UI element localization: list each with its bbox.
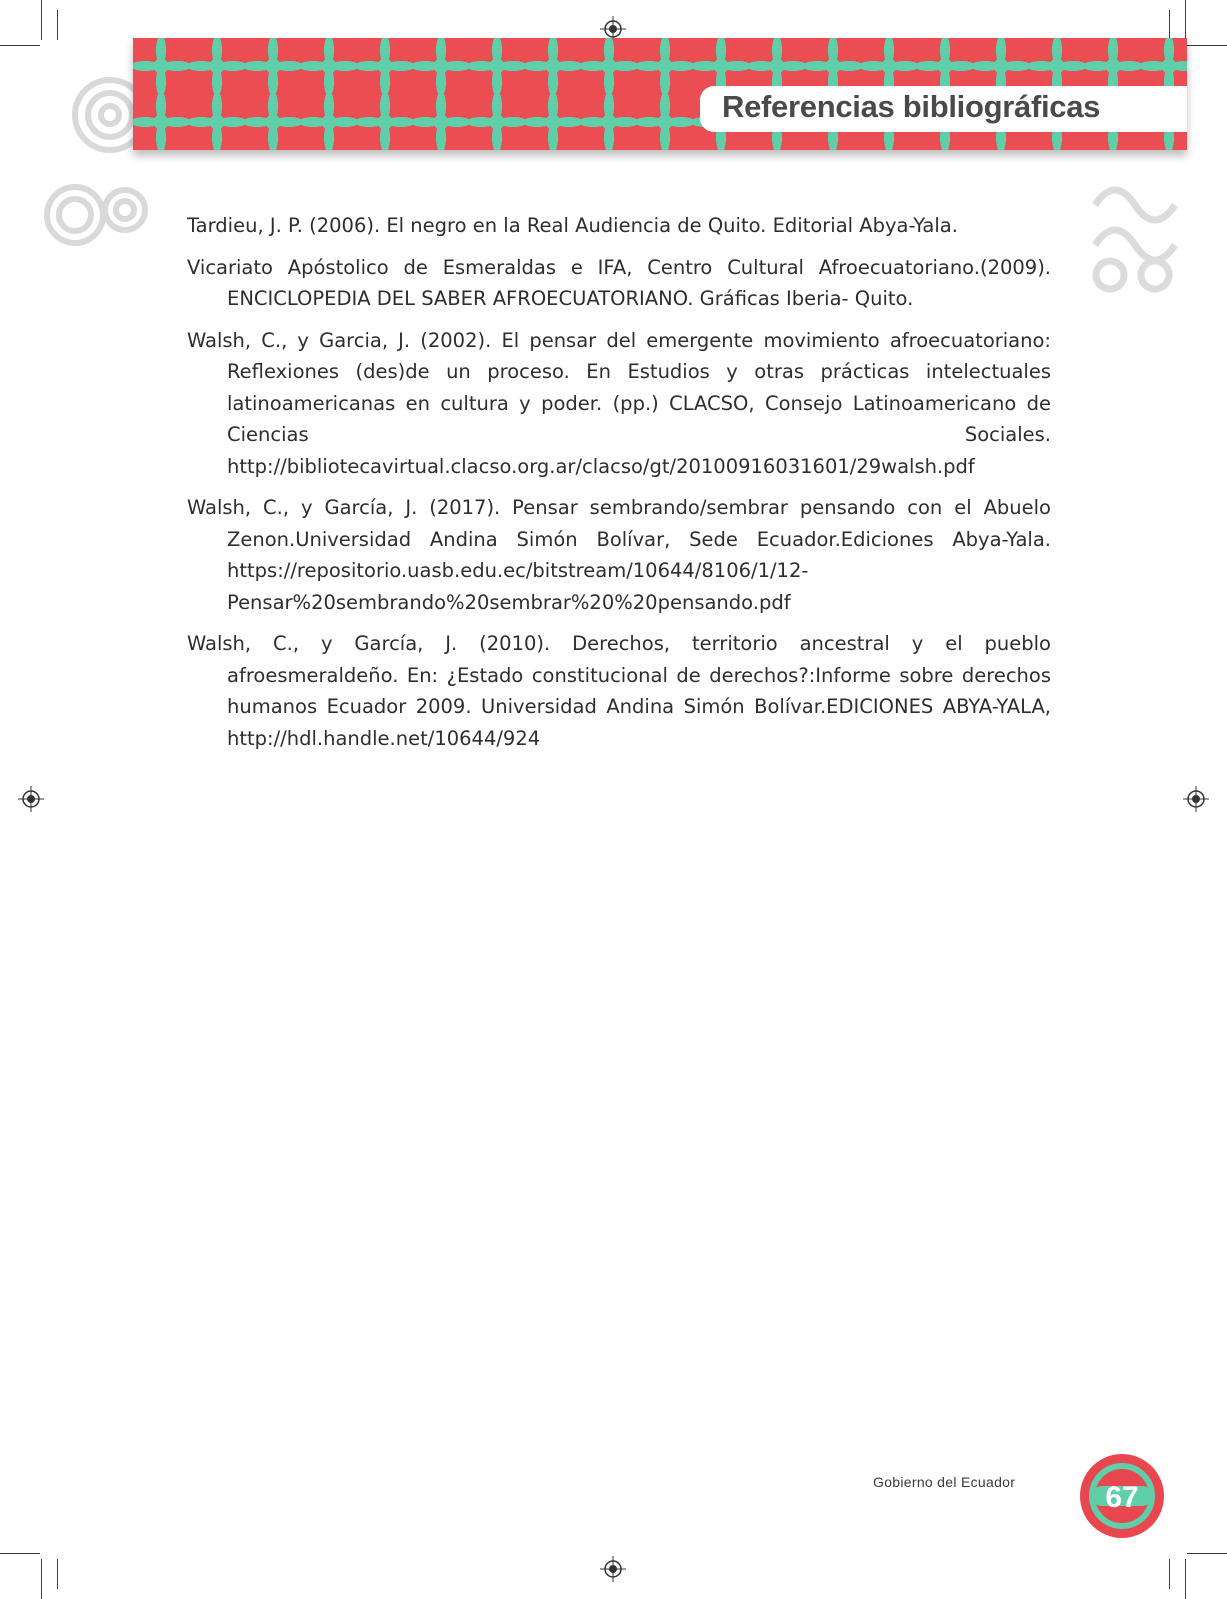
crop-mark	[41, 0, 42, 40]
spiral-ornament-icon	[1085, 150, 1185, 300]
crop-mark	[0, 45, 40, 46]
crop-mark	[41, 1559, 42, 1599]
reference-item: Walsh, C., y Garcia, J. (2002). El pensar del emergente movimiento afroecuatoriano: Reflexiones (des)de un proceso. En Estudios y otras prácticas intelectuales latinoamericanas en cultura y poder. (pp.) CLACSO, Consejo Latinoamericano de Ciencias Sociales. http://bibliotecavirtual.clacso.org.ar/clacso/gt/20100916031601/29walsh.pdf	[187, 328, 1051, 478]
reference-item: Walsh, C., y García, J. (2010). Derechos, territorio ancestral y el pueblo afroesmeraldeño. En: ¿Estado constitucional de derechos?:Informe sobre derechos humanos Ecuador 2009. Universidad Andina Simón Bolívar.EDICIONES ABYA-YALA, http://hdl.handle.net/10644/924	[187, 632, 1051, 750]
crop-mark	[1185, 1559, 1186, 1599]
reference-item: Vicariato Apóstolico de Esmeraldas e IFA, Centro Cultural Afroecuatoriano.(2009). ENCICLOPEDIA DEL SABER AFROECUATORIANO. Gráficas Iberia- Quito.	[187, 255, 1051, 310]
registration-mark-icon	[1183, 786, 1209, 812]
reference-list	[187, 210, 1051, 764]
page-number: 67	[1105, 1481, 1139, 1514]
reference-item: Tardieu, J. P. (2006). El negro en la Real Audiencia de Quito. Editorial Abya-Yala.	[187, 214, 958, 237]
crop-mark	[57, 10, 58, 40]
crop-mark	[57, 1559, 58, 1589]
crop-mark	[1169, 10, 1170, 40]
crop-mark	[1169, 1559, 1170, 1589]
page-title: Referencias bibliográficas	[722, 89, 1101, 124]
footer-publisher: Gobierno del Ecuador	[873, 1474, 1016, 1490]
crop-mark	[0, 1553, 40, 1554]
registration-mark-icon	[18, 786, 44, 812]
crop-mark	[1185, 0, 1186, 40]
header-title-box	[700, 86, 1187, 132]
registration-mark-icon	[600, 1556, 626, 1582]
crop-mark	[1187, 45, 1227, 46]
page-badge-shape	[1076, 1450, 1168, 1542]
reference-item: Walsh, C., y García, J. (2017). Pensar sembrando/sembrar pensando con el Abuelo Zenon.Universidad Andina Simón Bolívar, Sede Ecuador.Ediciones Abya-Yala. https://repositorio.uasb.edu.ec/bitstream/10644/8106/1/12-Pensar%20sembrando%20sembrar%20%20pensando.pdf	[187, 496, 1051, 614]
crop-mark	[1187, 1553, 1227, 1554]
page-number-badge-icon	[1076, 1450, 1168, 1542]
